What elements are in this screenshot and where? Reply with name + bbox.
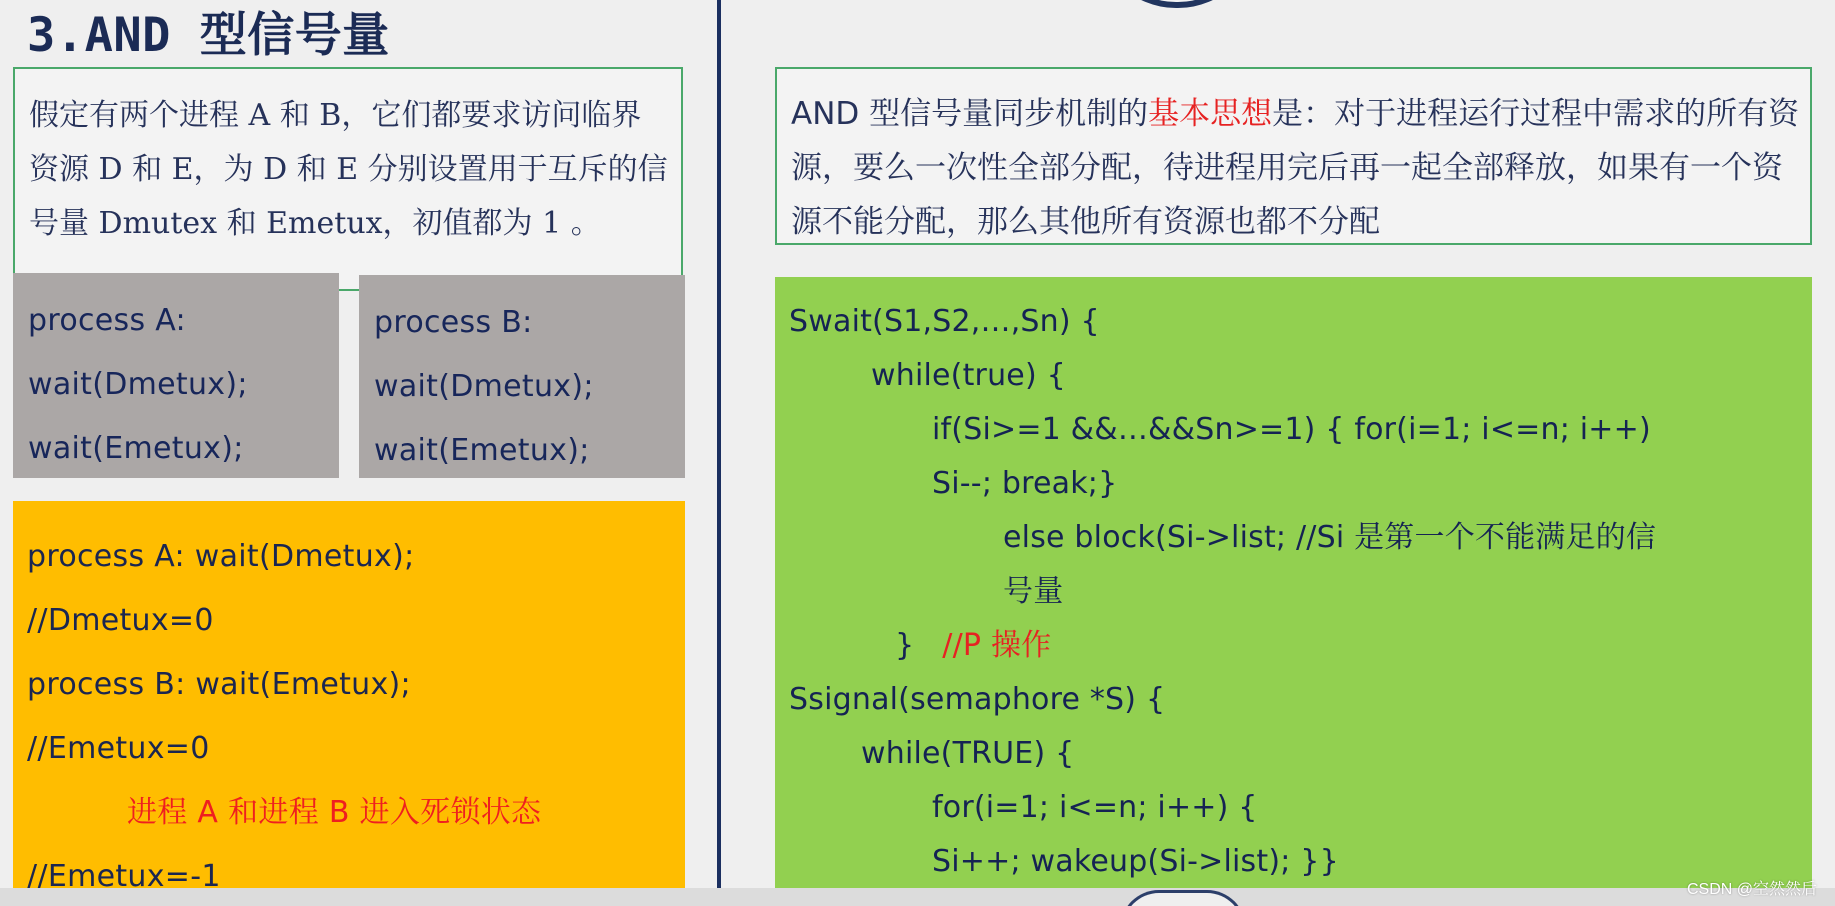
slide-title: 3.AND 型信号量 [27,8,390,63]
column-divider [717,0,721,888]
deadlock-line: process A: wait(Dmetux); [27,539,415,574]
logo-emblem-icon [1096,0,1258,8]
watermark: CSDN @空然然后 [1686,881,1817,898]
code-line: Si++; wakeup(Si->list); }} [932,844,1339,879]
process-a-line: wait(Emetux); [28,431,244,466]
premise-box [13,67,683,291]
deadlock-line: process B: wait(Emetux); [27,667,411,702]
basic-idea-text [791,87,1800,245]
code-fragment: } [895,628,915,663]
process-a-line: process A: [28,303,186,338]
deadlock-example-box [13,501,685,888]
code-line [789,511,1802,565]
code-line: 号量 [1003,574,1064,609]
deadlock-line: //Dmetux=0 [27,603,214,638]
code-line [789,619,1802,673]
code-line: Swait(S1,S2,…,Sn) { [789,304,1100,339]
next-slide-edge [0,888,1835,906]
basic-idea-box [775,67,1812,245]
process-b-box [359,275,685,478]
process-b-line: wait(Emetux); [374,433,590,468]
code-line: while(TRUE) { [861,736,1075,771]
code-fragment: else block(Si->list; //Si [1003,520,1355,555]
code-line: Ssignal(semaphore *S) { [789,682,1166,717]
code-line: for(i=1; i<=n; i++) { [932,790,1258,825]
process-a-line: wait(Dmetux); [28,367,248,402]
idea-highlight: 基本思想 [1148,96,1273,132]
code-box [775,277,1812,888]
process-a-box [13,273,339,478]
deadlock-conclusion: 进程 A 和进程 B 进入死锁状态 [127,795,542,830]
code-line: if(Si>=1 &&…&&Sn>=1) { for(i=1; i<=n; i++) [932,412,1651,447]
next-slide-emblem-icon [1120,890,1246,906]
code-line: Si--; break;} [932,466,1118,501]
idea-head: AND [791,96,860,132]
code-line: while(true) { [871,358,1066,393]
process-b-line: wait(Dmetux); [374,369,594,404]
code-comment: 是第一个不能满足的信 [1354,520,1657,555]
deadlock-line: //Emetux=0 [27,731,210,766]
code-p-operation-comment: //P 操作 [942,628,1052,663]
deadlock-line: //Emetux=-1 [27,859,221,888]
premise-text: 假定有两个进程 A 和 B，它们都要求访问临界资源 D 和 E，为 D 和 E 分别设置用于互斥的信号量 Dmutex 和 Emetux，初值都为 1 。 [29,98,668,241]
process-b-line: process B: [374,305,533,340]
idea-pre: 型信号量同步机制的 [859,96,1149,132]
idea-post: 是：对于进程运行过程中需求的所有资源，要么一次性全部分配，待进程用完后再一起全部释放，如果有一个资源不能分配，那么其他所有资源也都不分配 [791,96,1800,240]
